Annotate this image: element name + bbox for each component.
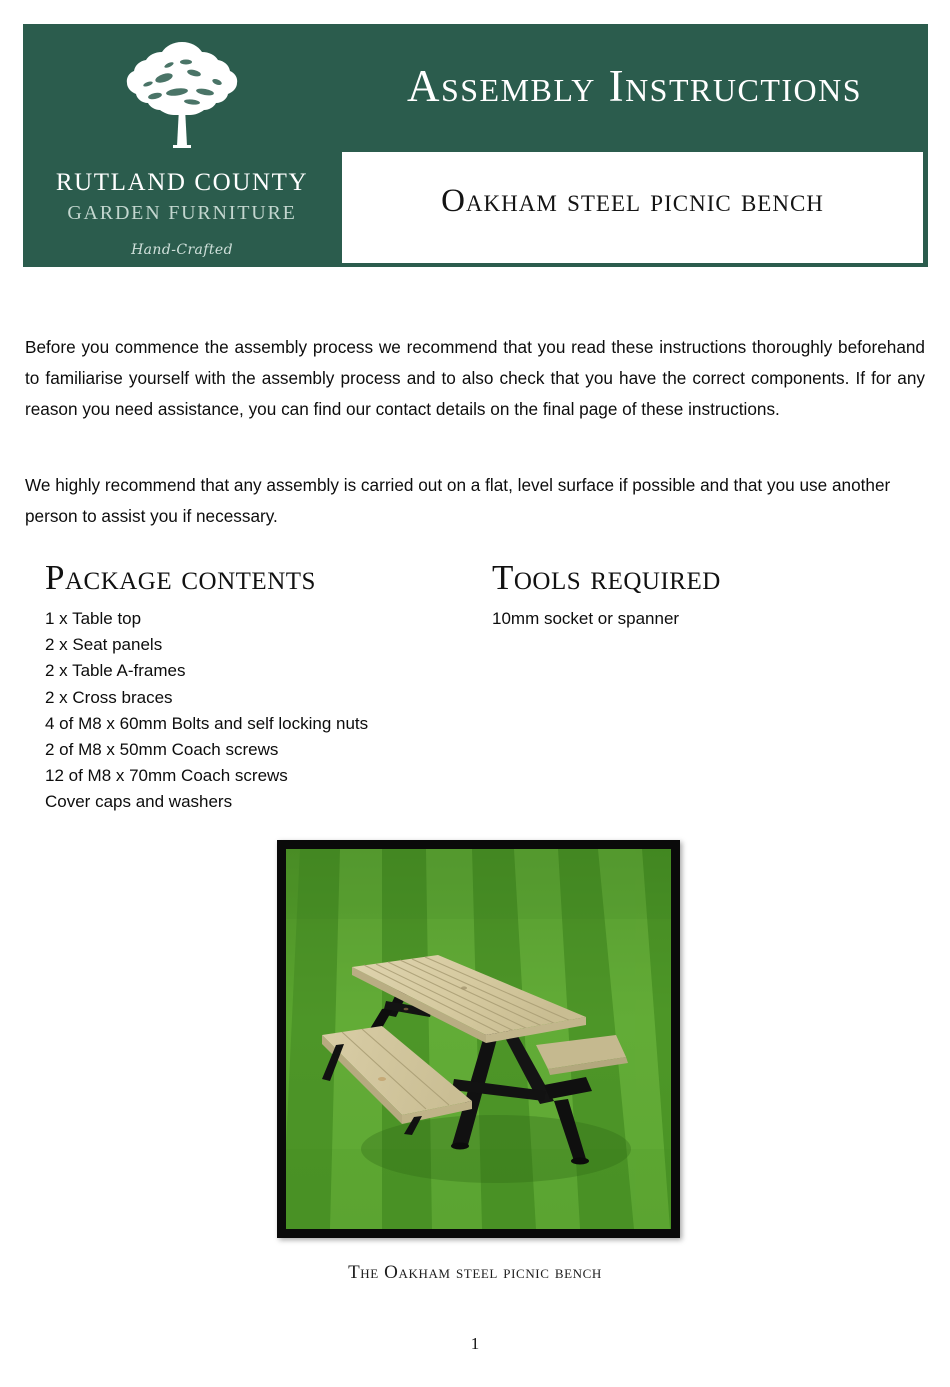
product-photo-frame bbox=[277, 840, 680, 1238]
product-title-box bbox=[342, 152, 923, 263]
list-item: 4 of M8 x 60mm Bolts and self locking nuts bbox=[45, 713, 369, 733]
list-item: 1 x Table top bbox=[45, 609, 142, 628]
brand-tagline: Hand-Crafted bbox=[131, 242, 233, 258]
product-title: Oakham steel picnic bench bbox=[441, 183, 824, 219]
tools-required-heading: Tools required bbox=[492, 558, 721, 597]
brand-subline: GARDEN FURNITURE bbox=[67, 202, 297, 224]
oak-tree-icon bbox=[122, 34, 242, 152]
package-contents-list bbox=[45, 606, 368, 816]
list-item: 2 x Table A-frames bbox=[45, 661, 186, 681]
list-item: 12 of M8 x 70mm Coach screws bbox=[45, 766, 288, 786]
brand-name: RUTLAND COUNTY bbox=[55, 169, 309, 196]
list-item: 2 x Cross braces bbox=[45, 687, 173, 707]
package-contents-heading: Package contents bbox=[45, 558, 316, 597]
intro-paragraph-2: We highly recommend that any assembly is carried out on a flat, level surface if possible and that you use another person to assist you if necessary. bbox=[25, 475, 891, 527]
brand-logo bbox=[23, 24, 341, 267]
list-item: 2 of M8 x 50mm Coach screws bbox=[45, 740, 279, 760]
list-item: 10mm socket or spanner bbox=[492, 609, 680, 628]
intro-paragraph-1: Before you commence the assembly process we recommend that you read these instructions thoroughly beforehand to familiarise yourself with the assembly process and to also check that you have the correct components. If for any reason you need assistance, you can find our contact details on the final page of these instructions. bbox=[25, 337, 925, 420]
page-number: 1 bbox=[470, 1334, 480, 1353]
picnic-bench-illustration bbox=[286, 849, 671, 1229]
photo-caption: The Oakham steel picnic bench bbox=[348, 1262, 602, 1283]
tools-required-list bbox=[492, 606, 679, 632]
page-title: Assembly Instructions bbox=[406, 61, 863, 111]
list-item: Cover caps and washers bbox=[45, 792, 233, 812]
list-item: 2 x Seat panels bbox=[45, 635, 163, 655]
document-header bbox=[23, 24, 928, 267]
product-photo bbox=[286, 849, 671, 1229]
